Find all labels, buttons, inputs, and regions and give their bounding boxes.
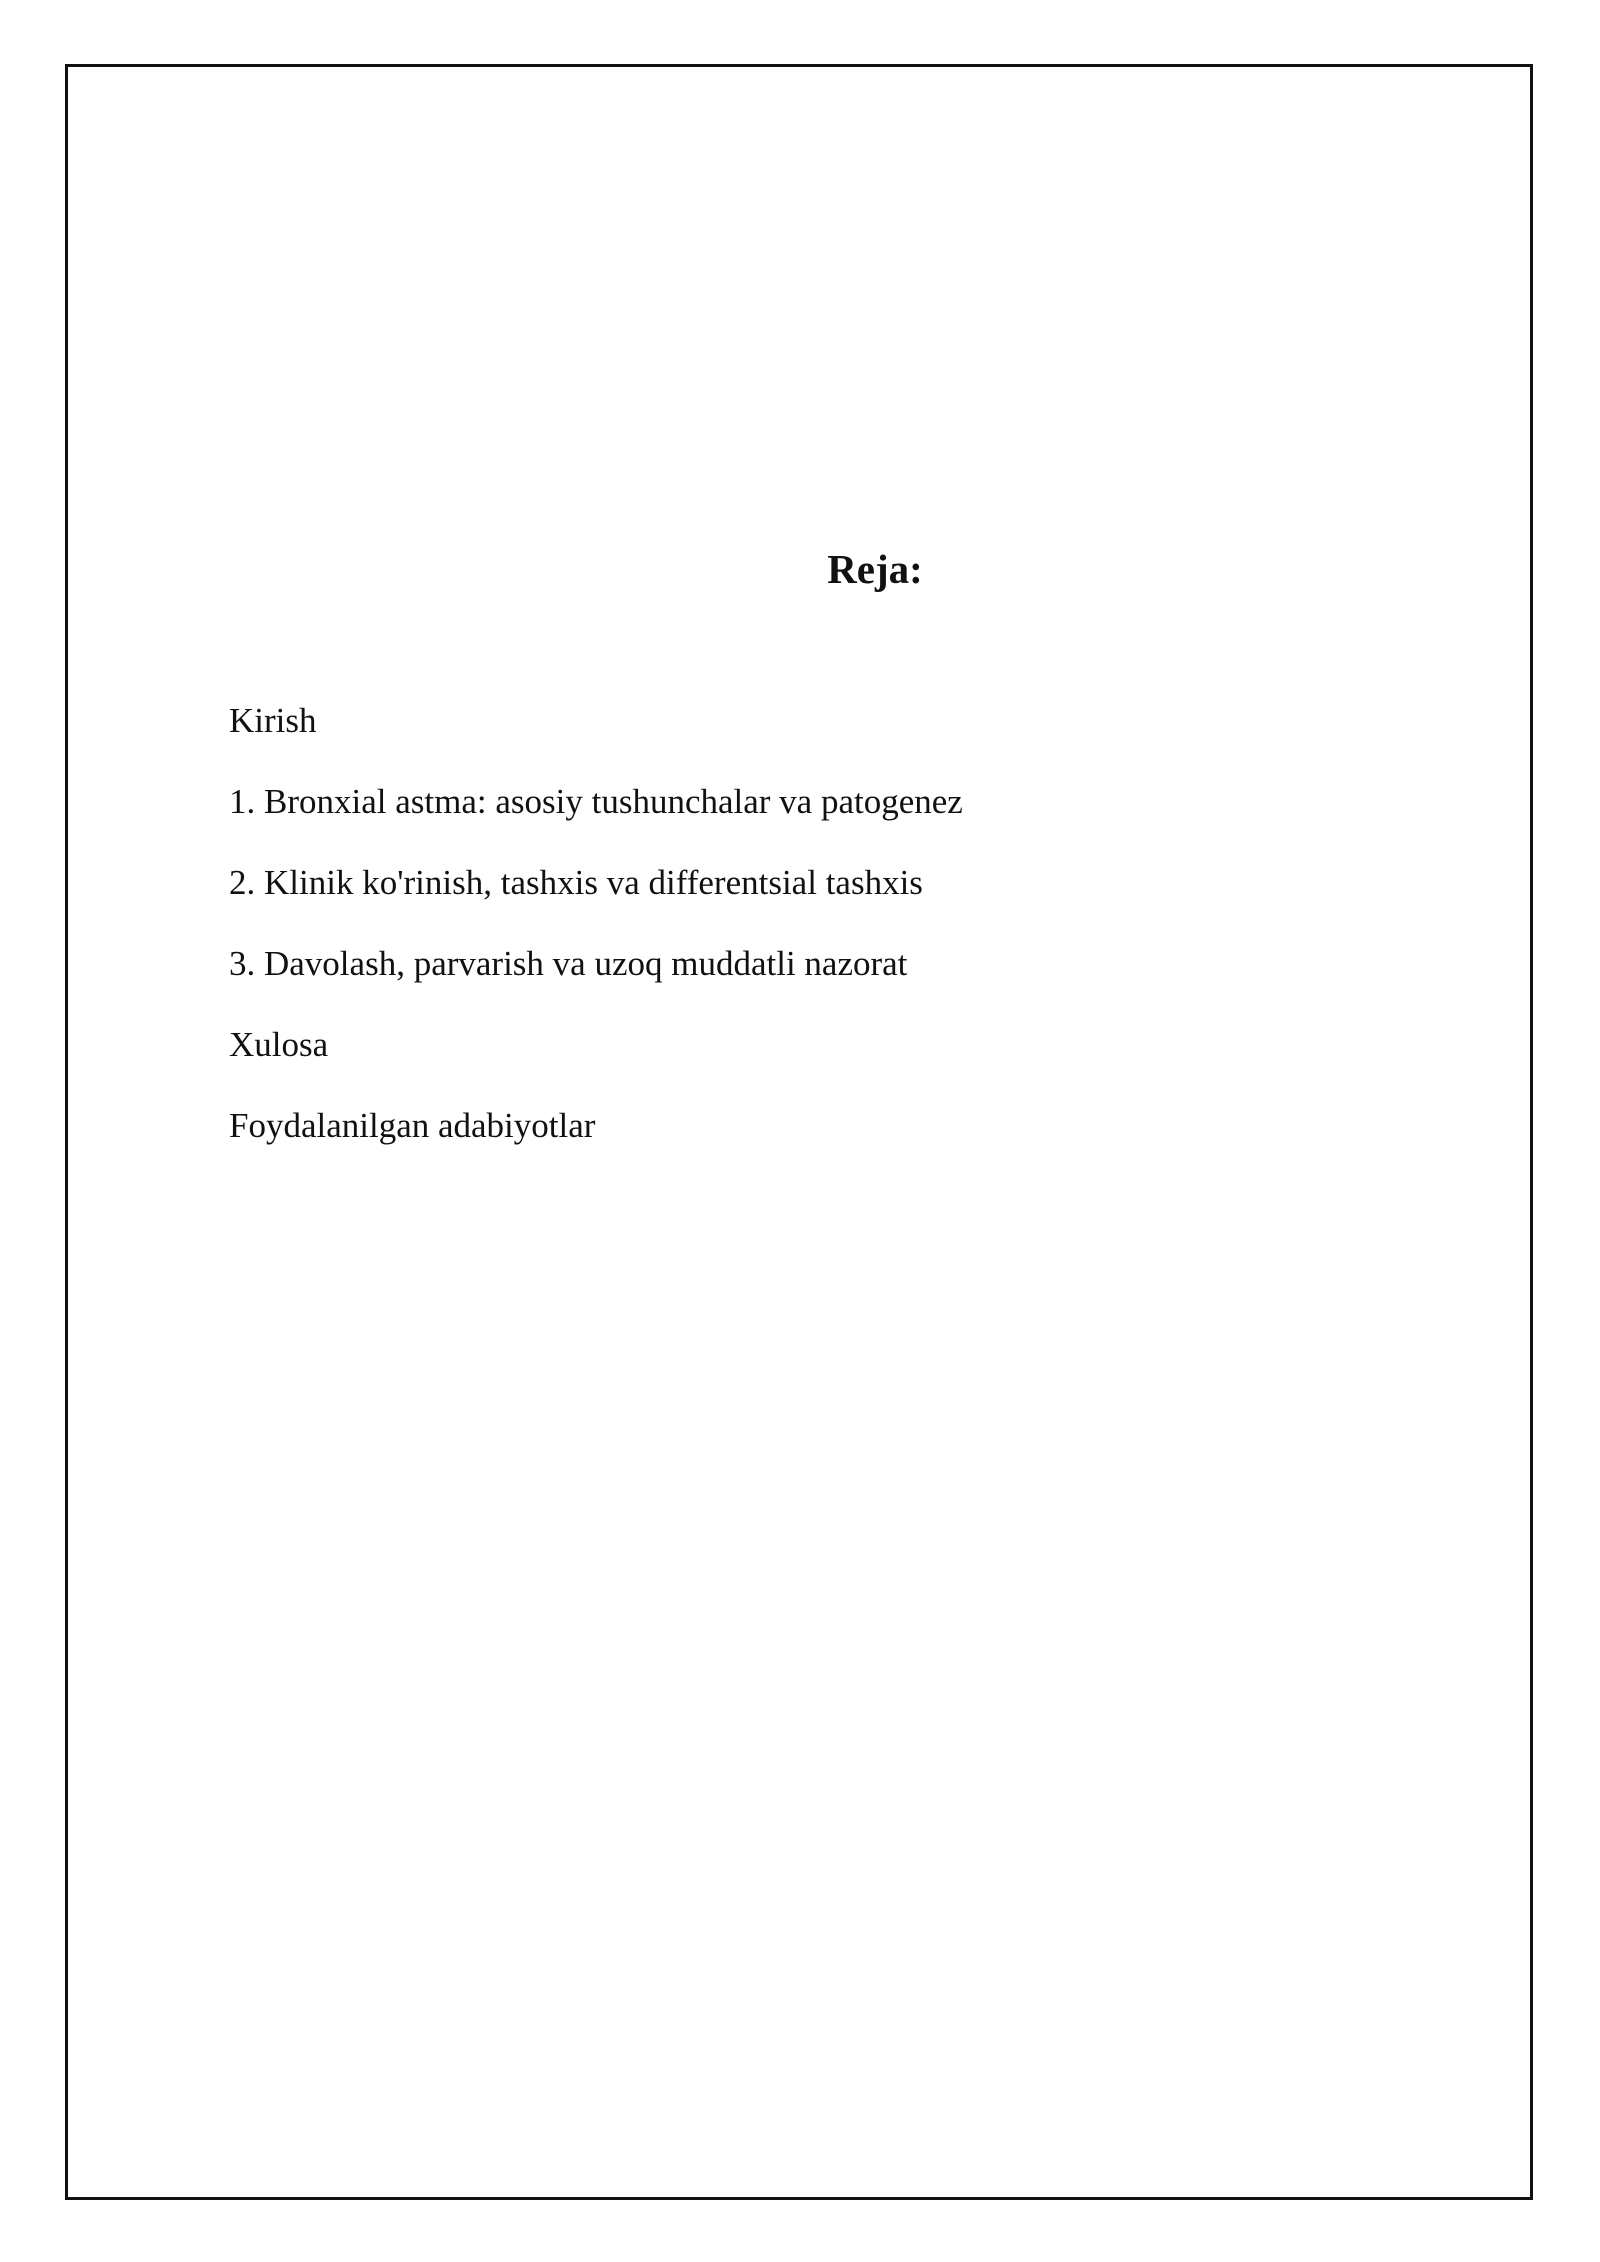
page-title: Reja: [827,546,923,592]
plan-list [229,700,963,1186]
plan-item-introduction: Kirish [229,701,317,740]
plan-item-chapter-1: 1. Bronxial astma: asosiy tushunchalar va patogenez [229,782,963,821]
plan-item-references: Foydalanilgan adabiyotlar [229,1106,596,1145]
plan-item-conclusion: Xulosa [229,1025,329,1064]
plan-item-chapter-2: 2. Klinik ko'rinish, tashxis va differentsial tashxis [229,863,923,902]
plan-item-chapter-3: 3. Davolash, parvarish va uzoq muddatli nazorat [229,944,908,983]
